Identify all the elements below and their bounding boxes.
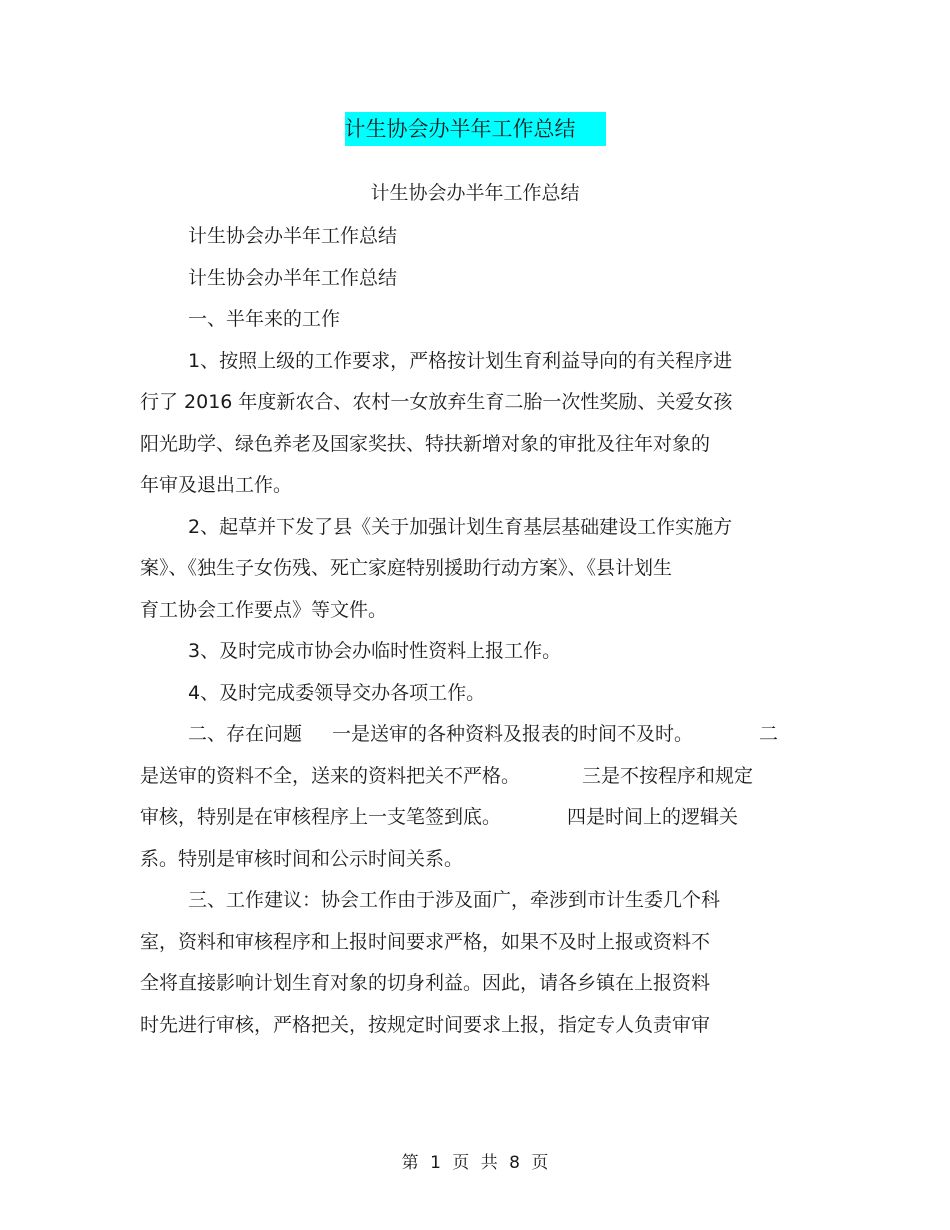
problem-4-start: 四是时间上的逻辑关 xyxy=(567,806,739,828)
section-heading-work: 一、半年来的工作 xyxy=(188,308,341,330)
paragraph-heading-2: 计生协会办半年工作总结 xyxy=(188,266,398,289)
problems-line-1 xyxy=(140,714,800,756)
document-body xyxy=(140,216,800,1046)
problems-line-3 xyxy=(140,797,800,839)
suggestions-line-2: 室，资料和审核程序和上报时间要求严格，如果不及时上报或资料不 xyxy=(140,930,711,953)
item-2-line-3: 育工协会工作要点》等文件。 xyxy=(140,598,388,621)
item-1-line-1: 1、按照上级的工作要求，严格按计划生育利益导向的有关程序进 xyxy=(188,349,733,372)
problem-2-text: 是送审的资料不全，送来的资料把关不严格。 xyxy=(140,764,521,787)
suggestions-line-1: 三、工作建议：协会工作由于涉及面广，牵涉到市计生委几个科 xyxy=(188,889,721,911)
problem-2-start: 二 xyxy=(759,723,779,745)
problem-1-text: 一是送审的各种资料及报表的时间不及时。 xyxy=(332,723,694,745)
paragraph-heading-1: 计生协会办半年工作总结 xyxy=(188,225,398,247)
problem-3-start: 三是不按程序和规定 xyxy=(582,764,754,787)
document-title: 计生协会办半年工作总结 xyxy=(345,112,606,146)
problem-3-text: 审核，特别是在审核程序上一支笔签到底。 xyxy=(140,806,502,828)
item-1-line-4: 年审及退出工作。 xyxy=(140,474,293,496)
document-subtitle: 计生协会办半年工作总结 xyxy=(370,182,580,204)
problems-line-4: 系。特别是审核时间和公示时间关系。 xyxy=(140,847,464,870)
problems-line-2 xyxy=(140,756,800,798)
item-2-line-1: 2、起草并下发了县《关于加强计划生育基层基础建设工作实施方 xyxy=(188,515,733,538)
item-2-line-2: 案》、《独生子女伤残、死亡家庭特别援助行动方案》、《县计划生 xyxy=(140,557,673,579)
suggestions-line-3: 全将直接影响计划生育对象的切身利益。因此，请各乡镇在上报资料 xyxy=(140,972,711,994)
title-container xyxy=(0,112,950,146)
suggestions-line-4: 时先进行审核，严格把关，按规定时间要求上报，指定专人负责审审 xyxy=(140,1013,711,1036)
item-4: 4、及时完成委领导交办各项工作。 xyxy=(188,681,486,704)
problems-heading: 二、存在问题 xyxy=(188,723,303,745)
item-1-line-2: 行了 2016 年度新农合、农村一女放弃生育二胎一次性奖励、关爱女孩 xyxy=(140,391,733,413)
item-3: 3、及时完成市协会办临时性资料上报工作。 xyxy=(188,640,562,662)
page-footer: 第 1 页 共 8 页 xyxy=(401,1153,549,1173)
item-1-line-3: 阳光助学、绿色养老及国家奖扶、特扶新增对象的审批及往年对象的 xyxy=(140,432,711,455)
